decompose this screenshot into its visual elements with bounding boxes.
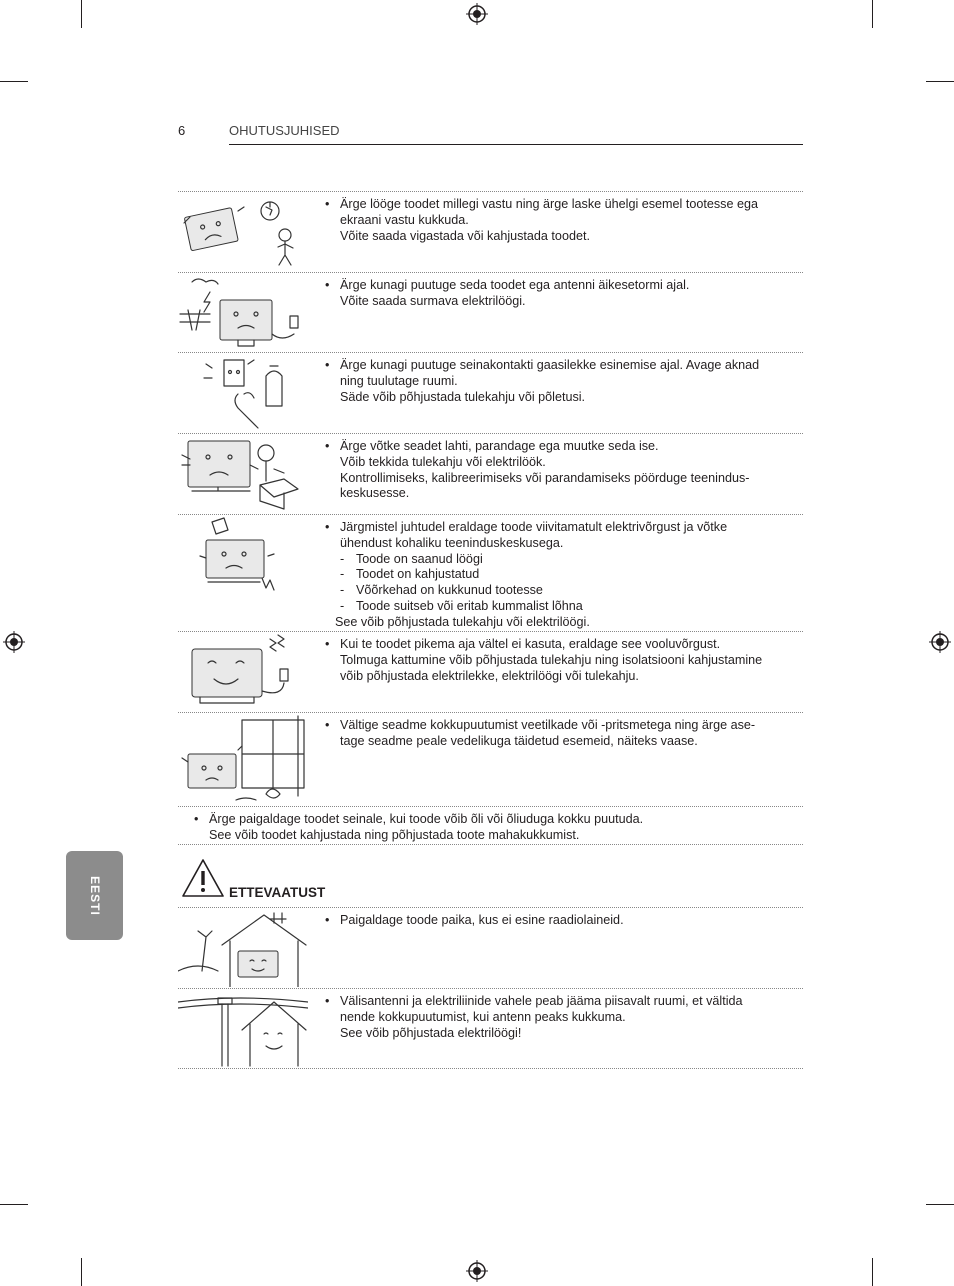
safety-row (178, 633, 803, 711)
instruction-line: võib põhjustada elektrilekke, elektrilöögi või tulekahju. (340, 668, 639, 683)
instruction-bullet: • Järgmistel juhtudel eraldage toode viivitamatult elektrivõrgust ja võtke (325, 520, 800, 536)
instruction-text (325, 439, 800, 502)
row-separator (178, 844, 803, 845)
instruction-bullet: • Vältige seadme kokkupuutumist veetilkade või -pritsmetega ning ärge ase- (325, 718, 800, 734)
tv-damaged-illustration-icon (178, 516, 308, 594)
crop-mark (81, 1258, 82, 1286)
row-separator (178, 514, 803, 515)
instruction-line: nende kokkupuutumist, kui antenn peaks kukkuma. (340, 1009, 626, 1024)
instruction-bullet: • Ärge kunagi puutuge seinakontakti gaasilekke esinemise ajal. Avage aknad (325, 358, 800, 374)
crop-mark (0, 81, 28, 82)
instruction-line: Kontrollimiseks, kalibreerimiseks või parandamiseks pöörduge teenindus- (340, 470, 750, 485)
instruction-text (325, 197, 800, 244)
safety-row (178, 274, 803, 352)
instruction-line: ühendust kohaliku teeninduskeskusega. (340, 535, 564, 550)
antenna-power-lines-illustration-icon (178, 990, 308, 1068)
instruction-dash-item: - Toodet on kahjustatud (325, 567, 800, 583)
registration-mark-icon (466, 3, 488, 25)
section-title: OHUTUSJUHISED (229, 123, 340, 138)
row-separator (178, 1068, 803, 1069)
tv-disassembly-illustration-icon (178, 435, 308, 513)
row-separator (178, 907, 803, 908)
instruction-text (325, 358, 800, 405)
crop-mark (872, 1258, 873, 1286)
caution-title: ETTEVAATUST (229, 885, 326, 900)
gas-leak-outlet-illustration-icon (178, 354, 308, 432)
row-separator (178, 712, 803, 713)
header-rule (229, 144, 803, 145)
tv-water-splash-illustration-icon (178, 714, 308, 806)
safety-row (178, 516, 803, 630)
row-separator (178, 191, 803, 192)
crop-mark (0, 1204, 28, 1205)
instruction-text (325, 913, 800, 929)
tv-thunderstorm-illustration-icon (178, 274, 308, 352)
row-separator (178, 988, 803, 989)
crop-mark (926, 81, 954, 82)
instruction-bullet: • Välisantenni ja elektriliinide vahele peab jääma piisavalt ruumi, et vältida (325, 994, 800, 1010)
language-tab (66, 851, 123, 940)
instruction-line: Säde võib põhjustada tulekahju või põletusi. (340, 389, 586, 404)
instruction-bullet: • Kui te toodet pikema aja vältel ei kasuta, eraldage see vooluvõrgust. (325, 637, 800, 653)
instruction-line: ekraani vastu kukkuda. (340, 212, 469, 227)
instruction-line: See võib põhjustada elektrilöögi! (340, 1025, 522, 1040)
note-bullet: • Ärge paigaldage toodet seinale, kui toode võib õli või õliuduga kokku puutuda. (194, 812, 794, 828)
instruction-bullet: • Ärge lööge toodet millegi vastu ning ärge laske ühelgi esemel tootesse ega (325, 197, 800, 213)
safety-row (178, 714, 803, 806)
instruction-text (325, 637, 800, 684)
instruction-dash-item: - Toode on saanud löögi (325, 552, 800, 568)
tv-hit-by-ball-illustration-icon (178, 193, 308, 271)
page-number: 6 (178, 123, 186, 138)
row-separator (178, 806, 803, 807)
safety-row (178, 193, 803, 271)
registration-mark-icon (929, 631, 951, 653)
note-text (194, 812, 794, 844)
safety-row (178, 354, 803, 432)
radio-waves-house-illustration-icon (178, 909, 308, 987)
instruction-text (325, 520, 800, 631)
instruction-bullet: • Ärge võtke seadet lahti, parandage ega muutke seda ise. (325, 439, 800, 455)
instruction-text (325, 278, 800, 310)
crop-mark (81, 0, 82, 28)
instruction-text (325, 994, 800, 1041)
instruction-line: ning tuulutage ruumi. (340, 373, 458, 388)
instruction-line: Võite saada surmava elektrilöögi. (340, 293, 526, 308)
instruction-bullet: • Paigaldage toode paika, kus ei esine raadiolaineid. (325, 913, 800, 929)
warning-triangle-icon (181, 857, 225, 899)
crop-mark (926, 1204, 954, 1205)
row-separator (178, 433, 803, 434)
instruction-line: Võib tekkida tulekahju või elektrilöök. (340, 454, 546, 469)
instruction-text (325, 718, 800, 750)
instruction-line: keskusesse. (340, 486, 410, 501)
instruction-line: tage seadme peale vedelikuga täidetud esemeid, näiteks vaase. (340, 733, 698, 748)
row-separator (178, 272, 803, 273)
crop-mark (872, 0, 873, 28)
instruction-dash-item: - Toode suitseb või eritab kummalist lõhna (325, 599, 800, 615)
instruction-line: Võite saada vigastada või kahjustada toodet. (340, 228, 590, 243)
full-width-note (178, 808, 803, 844)
instruction-line: See võib põhjustada tulekahju või elektrilöögi. (335, 614, 590, 629)
row-separator (178, 352, 803, 353)
tv-unplug-illustration-icon (178, 633, 308, 711)
row-separator (178, 631, 803, 632)
instruction-dash-item: - Võõrkehad on kukkunud tootesse (325, 583, 800, 599)
note-line: See võib toodet kahjustada ning põhjustada toote mahakukkumist. (209, 827, 580, 842)
instruction-line: Tolmuga kattumine võib põhjustada tulekahju ning isolatsiooni kahjustamine (340, 652, 763, 667)
caution-row (178, 990, 803, 1068)
registration-mark-icon (466, 1260, 488, 1282)
registration-mark-icon (3, 631, 25, 653)
language-tab-label: EESTI (87, 875, 102, 916)
instruction-bullet: • Ärge kunagi puutuge seda toodet ega antenni äikesetormi ajal. (325, 278, 800, 294)
safety-row (178, 435, 803, 513)
caution-row (178, 909, 803, 987)
